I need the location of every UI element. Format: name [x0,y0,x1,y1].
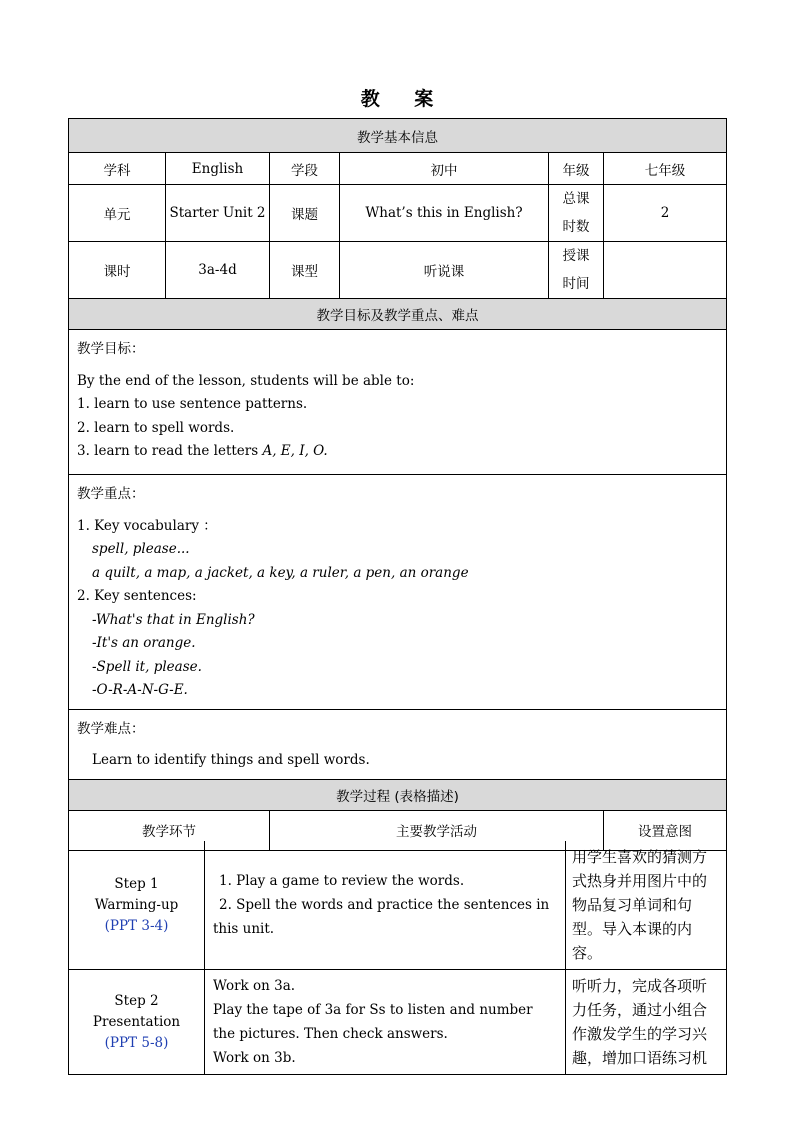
difficulty-line: Learn to identify things and spell words. [92,752,370,768]
topic-label: 课题 [270,185,340,242]
intent-cell: 听听力，完成各项听力任务，通过小组合作激发学生的学习兴趣，增加口语练习机 [566,970,727,1075]
sentence-line: -O-R-A-N-G-E. [92,682,188,698]
goals-intro: By the end of the lesson, students will be able to: [77,372,415,389]
activity-column-header: 主要教学活动 [270,810,604,850]
stage-label: 学段 [270,153,340,185]
grade-value: 七年级 [604,153,727,185]
page-title: 教 案 [360,88,448,110]
step-column-header: 教学环节 [69,810,270,850]
activity-line: 1. Play a game to review the words. [219,873,465,889]
sentence-line: -What's that in English? [92,611,255,628]
key-points-section [69,475,727,710]
step-cell [69,970,205,1075]
type-label: 课型 [270,242,340,299]
objectives-header: 教学目标及教学重点、难点 [69,299,727,330]
period-value: 3a-4d [166,242,270,299]
goal-3-text: 3. learn to read the letters [77,443,263,459]
difficulties-heading: 教学难点： [77,720,145,737]
subject-label: 学科 [69,153,166,185]
step-number: Step 1 [114,875,159,892]
intent-column-header: 设置意图 [604,810,727,850]
teaching-time-label [549,242,604,299]
total-hours-label-line2: 时数 [562,219,590,235]
lesson-plan-table [68,118,727,851]
intent-cell: 用学生喜欢的猜测方式热身并用图片中的物品复习单词和句型。导入本课的内容。 [566,841,727,970]
goals-heading: 教学目标： [77,341,145,357]
activity-line: Work on 3b. [213,1050,296,1066]
difficulties-section [69,709,727,779]
sentence-line: -Spell it, please. [92,658,202,675]
step-ppt: (PPT 5-8) [104,1034,169,1051]
goal-item: 2. learn to spell words. [77,419,235,436]
vocabulary-line: a quilt, a map, a jacket, a key, a ruler, a pen, an orange [92,564,469,581]
activity-line: Play the tape of 3a for Ss to listen and number the pictures. Then check answers. [213,1002,533,1042]
total-hours-label [549,185,604,242]
activity-line: 2. Spell the words and practice the sentences in this unit. [213,897,550,937]
goals-section [69,330,727,475]
goal-item [77,440,718,464]
total-hours-label-line1: 总课 [562,191,590,207]
unit-label: 单元 [69,185,166,242]
grade-label: 年级 [549,153,604,185]
step-cell [69,841,205,970]
subject-value: English [166,153,270,185]
teaching-time-label-line2: 时间 [562,276,590,292]
teaching-time-label-line1: 授课 [562,248,590,264]
teaching-time-value [604,242,727,299]
topic-value: What’s this in English? [340,185,549,242]
period-label: 课时 [69,242,166,299]
key-points-heading: 教学重点： [77,486,145,502]
step-name: Presentation [92,1013,181,1030]
activity-cell [205,841,566,970]
type-value: 听说课 [340,242,549,299]
process-header: 教学过程 (表格描述) [69,779,727,810]
goal-3-letters: A, E, I, O. [262,443,328,459]
goal-item: 1. learn to use sentence patterns. [77,396,308,412]
key-vocabulary-label: 1. Key vocabulary ： [77,517,217,534]
activity-cell [205,970,566,1075]
stage-value: 初中 [340,153,549,185]
step-ppt: (PPT 3-4) [104,917,169,934]
activity-line: Work on 3a. [213,978,296,994]
unit-value: Starter Unit 2 [166,185,270,242]
step-number: Step 2 [114,992,159,1009]
sentence-line: -It's an orange. [92,635,196,651]
basic-info-header: 教学基本信息 [69,119,727,153]
key-sentences-label: 2. Key sentences: [77,588,197,604]
step-name: Warming-up [94,896,179,913]
vocabulary-line: spell, please... [92,541,190,557]
total-hours-value: 2 [604,185,727,242]
process-table [68,841,727,1075]
